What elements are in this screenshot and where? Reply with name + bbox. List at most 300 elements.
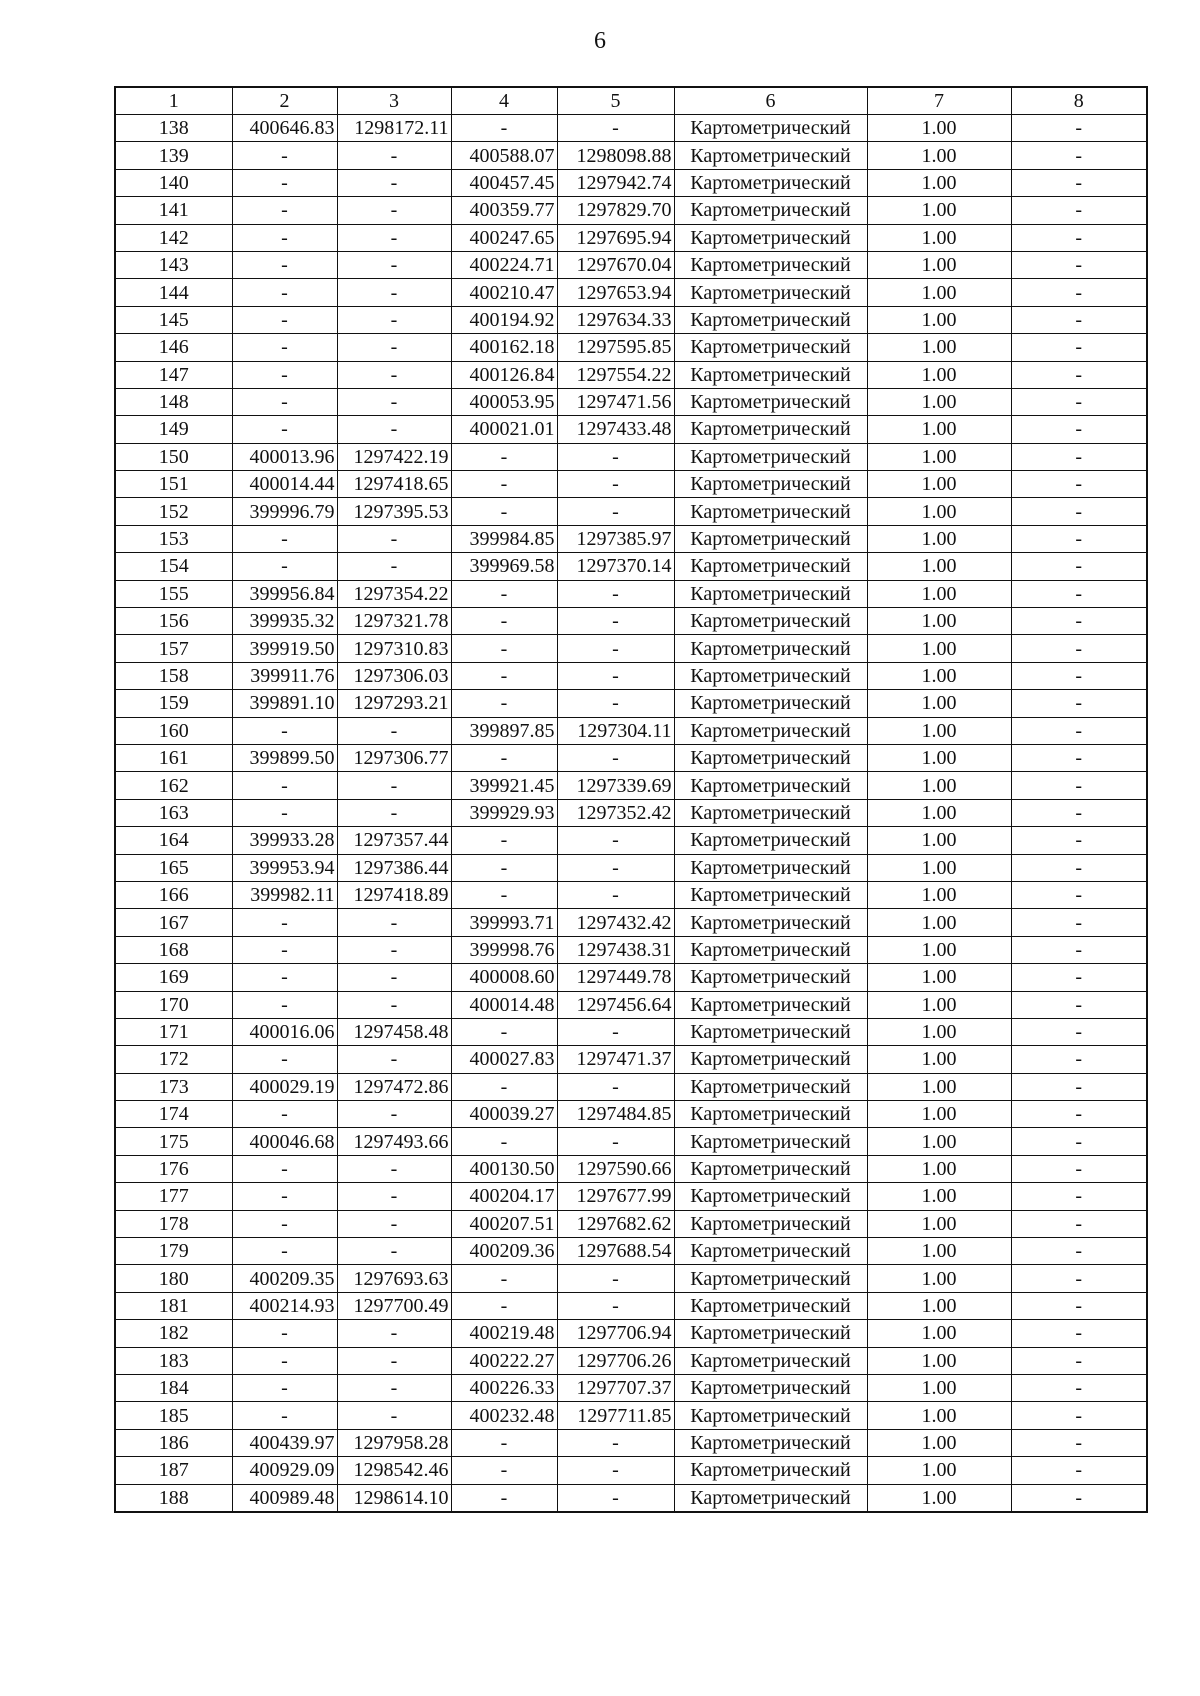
table-row (115, 1046, 1147, 1073)
point-number-cell: 155 (115, 580, 232, 607)
accuracy-cell: 1.00 (867, 1238, 1011, 1265)
y-coordinate-alt-cell: - (557, 881, 674, 908)
table-row (115, 279, 1147, 306)
accuracy-cell: 1.00 (867, 525, 1011, 552)
method-cell: Картометрический (674, 1402, 867, 1429)
method-cell: Картометрический (674, 964, 867, 991)
note-cell: - (1011, 1238, 1147, 1265)
y-coordinate-alt-cell: 1297449.78 (557, 964, 674, 991)
note-cell: - (1011, 388, 1147, 415)
x-coordinate-cell: - (232, 964, 337, 991)
method-cell: Картометрический (674, 744, 867, 771)
table-row (115, 1073, 1147, 1100)
accuracy-cell: 1.00 (867, 1484, 1011, 1512)
note-cell: - (1011, 251, 1147, 278)
x-coordinate-cell: 399911.76 (232, 662, 337, 689)
y-coordinate-cell: 1298542.46 (337, 1457, 451, 1484)
x-coordinate-alt-cell: - (451, 1292, 557, 1319)
table-row (115, 772, 1147, 799)
x-coordinate-cell: - (232, 279, 337, 306)
table-row (115, 334, 1147, 361)
method-cell: Картометрический (674, 334, 867, 361)
y-coordinate-alt-cell: 1297370.14 (557, 553, 674, 580)
accuracy-cell: 1.00 (867, 279, 1011, 306)
x-coordinate-alt-cell: 400247.65 (451, 224, 557, 251)
y-coordinate-alt-cell: 1297707.37 (557, 1374, 674, 1401)
x-coordinate-cell: 399956.84 (232, 580, 337, 607)
accuracy-cell: 1.00 (867, 1347, 1011, 1374)
point-number-cell: 160 (115, 717, 232, 744)
note-cell: - (1011, 306, 1147, 333)
x-coordinate-cell: 400016.06 (232, 1018, 337, 1045)
x-coordinate-alt-cell: 399993.71 (451, 909, 557, 936)
x-coordinate-alt-cell: 400204.17 (451, 1183, 557, 1210)
table-row (115, 1347, 1147, 1374)
accuracy-cell: 1.00 (867, 936, 1011, 963)
note-cell: - (1011, 744, 1147, 771)
method-cell: Картометрический (674, 553, 867, 580)
note-cell: - (1011, 361, 1147, 388)
table-row (115, 1183, 1147, 1210)
accuracy-cell: 1.00 (867, 115, 1011, 142)
point-number-cell: 152 (115, 498, 232, 525)
y-coordinate-cell: 1298614.10 (337, 1484, 451, 1512)
x-coordinate-cell: - (232, 1320, 337, 1347)
y-coordinate-cell: - (337, 909, 451, 936)
note-cell: - (1011, 1155, 1147, 1182)
y-coordinate-cell: - (337, 772, 451, 799)
method-cell: Картометрический (674, 1374, 867, 1401)
y-coordinate-cell: 1297422.19 (337, 443, 451, 470)
y-coordinate-alt-cell: - (557, 443, 674, 470)
x-coordinate-cell: 400046.68 (232, 1128, 337, 1155)
method-cell: Картометрический (674, 1101, 867, 1128)
x-coordinate-cell: 400646.83 (232, 115, 337, 142)
note-cell: - (1011, 553, 1147, 580)
table-row (115, 662, 1147, 689)
y-coordinate-alt-cell: - (557, 1484, 674, 1512)
column-header: 2 (232, 87, 337, 115)
accuracy-cell: 1.00 (867, 443, 1011, 470)
point-number-cell: 146 (115, 334, 232, 361)
method-cell: Картометрический (674, 279, 867, 306)
accuracy-cell: 1.00 (867, 1429, 1011, 1456)
y-coordinate-cell: 1297357.44 (337, 827, 451, 854)
point-number-cell: 173 (115, 1073, 232, 1100)
accuracy-cell: 1.00 (867, 717, 1011, 744)
y-coordinate-alt-cell: - (557, 662, 674, 689)
x-coordinate-cell: - (232, 197, 337, 224)
x-coordinate-cell: - (232, 1101, 337, 1128)
x-coordinate-alt-cell: - (451, 1265, 557, 1292)
y-coordinate-cell: 1297395.53 (337, 498, 451, 525)
method-cell: Картометрический (674, 1183, 867, 1210)
x-coordinate-alt-cell: 400130.50 (451, 1155, 557, 1182)
note-cell: - (1011, 279, 1147, 306)
note-cell: - (1011, 827, 1147, 854)
y-coordinate-cell: 1297321.78 (337, 608, 451, 635)
note-cell: - (1011, 608, 1147, 635)
x-coordinate-cell: - (232, 1155, 337, 1182)
note-cell: - (1011, 1402, 1147, 1429)
y-coordinate-alt-cell: 1297711.85 (557, 1402, 674, 1429)
column-header: 1 (115, 87, 232, 115)
x-coordinate-cell: - (232, 361, 337, 388)
note-cell: - (1011, 991, 1147, 1018)
point-number-cell: 151 (115, 471, 232, 498)
x-coordinate-cell: - (232, 1210, 337, 1237)
y-coordinate-cell: - (337, 279, 451, 306)
y-coordinate-cell: - (337, 142, 451, 169)
point-number-cell: 148 (115, 388, 232, 415)
point-number-cell: 161 (115, 744, 232, 771)
x-coordinate-cell: 399919.50 (232, 635, 337, 662)
y-coordinate-cell: - (337, 991, 451, 1018)
note-cell: - (1011, 1101, 1147, 1128)
y-coordinate-cell: 1297958.28 (337, 1429, 451, 1456)
accuracy-cell: 1.00 (867, 251, 1011, 278)
table-row (115, 608, 1147, 635)
x-coordinate-cell: - (232, 909, 337, 936)
note-cell: - (1011, 1128, 1147, 1155)
y-coordinate-cell: - (337, 1402, 451, 1429)
table-row (115, 1210, 1147, 1237)
method-cell: Картометрический (674, 1347, 867, 1374)
method-cell: Картометрический (674, 909, 867, 936)
x-coordinate-alt-cell: - (451, 854, 557, 881)
method-cell: Картометрический (674, 1429, 867, 1456)
y-coordinate-cell: - (337, 1101, 451, 1128)
coordinates-table (114, 86, 1148, 1513)
point-number-cell: 167 (115, 909, 232, 936)
x-coordinate-cell: - (232, 388, 337, 415)
x-coordinate-cell: 400929.09 (232, 1457, 337, 1484)
note-cell: - (1011, 443, 1147, 470)
y-coordinate-alt-cell: 1298098.88 (557, 142, 674, 169)
note-cell: - (1011, 881, 1147, 908)
page-number: 6 (594, 28, 606, 54)
method-cell: Картометрический (674, 608, 867, 635)
x-coordinate-alt-cell: - (451, 608, 557, 635)
y-coordinate-alt-cell: 1297352.42 (557, 799, 674, 826)
method-cell: Картометрический (674, 1073, 867, 1100)
y-coordinate-alt-cell: 1297385.97 (557, 525, 674, 552)
table-header-row (115, 87, 1147, 115)
y-coordinate-alt-cell: - (557, 115, 674, 142)
note-cell: - (1011, 580, 1147, 607)
method-cell: Картометрический (674, 1320, 867, 1347)
y-coordinate-alt-cell: 1297595.85 (557, 334, 674, 361)
x-coordinate-cell: 399935.32 (232, 608, 337, 635)
method-cell: Картометрический (674, 498, 867, 525)
x-coordinate-cell: - (232, 224, 337, 251)
note-cell: - (1011, 936, 1147, 963)
x-coordinate-cell: - (232, 991, 337, 1018)
y-coordinate-cell: - (337, 251, 451, 278)
method-cell: Картометрический (674, 635, 867, 662)
x-coordinate-alt-cell: 400226.33 (451, 1374, 557, 1401)
table-row (115, 197, 1147, 224)
x-coordinate-alt-cell: 400194.92 (451, 306, 557, 333)
note-cell: - (1011, 662, 1147, 689)
method-cell: Картометрический (674, 197, 867, 224)
note-cell: - (1011, 1073, 1147, 1100)
table-row (115, 553, 1147, 580)
point-number-cell: 187 (115, 1457, 232, 1484)
point-number-cell: 176 (115, 1155, 232, 1182)
x-coordinate-alt-cell: - (451, 1128, 557, 1155)
note-cell: - (1011, 224, 1147, 251)
point-number-cell: 186 (115, 1429, 232, 1456)
x-coordinate-alt-cell: 400021.01 (451, 416, 557, 443)
method-cell: Картометрический (674, 772, 867, 799)
y-coordinate-alt-cell: - (557, 635, 674, 662)
point-number-cell: 184 (115, 1374, 232, 1401)
point-number-cell: 174 (115, 1101, 232, 1128)
y-coordinate-cell: - (337, 1238, 451, 1265)
point-number-cell: 153 (115, 525, 232, 552)
table-row (115, 498, 1147, 525)
x-coordinate-alt-cell: 400162.18 (451, 334, 557, 361)
note-cell: - (1011, 1018, 1147, 1045)
table-row (115, 881, 1147, 908)
x-coordinate-alt-cell: 400008.60 (451, 964, 557, 991)
method-cell: Картометрический (674, 471, 867, 498)
x-coordinate-alt-cell: - (451, 1073, 557, 1100)
y-coordinate-cell: - (337, 1210, 451, 1237)
table-row (115, 936, 1147, 963)
point-number-cell: 163 (115, 799, 232, 826)
y-coordinate-cell: 1297293.21 (337, 690, 451, 717)
method-cell: Картометрический (674, 1018, 867, 1045)
y-coordinate-alt-cell: 1297339.69 (557, 772, 674, 799)
method-cell: Картометрический (674, 717, 867, 744)
note-cell: - (1011, 1183, 1147, 1210)
table-row (115, 1101, 1147, 1128)
note-cell: - (1011, 115, 1147, 142)
x-coordinate-alt-cell: 399984.85 (451, 525, 557, 552)
point-number-cell: 162 (115, 772, 232, 799)
table-row (115, 115, 1147, 142)
x-coordinate-cell: 400439.97 (232, 1429, 337, 1456)
y-coordinate-alt-cell: - (557, 1429, 674, 1456)
point-number-cell: 180 (115, 1265, 232, 1292)
method-cell: Картометрический (674, 936, 867, 963)
point-number-cell: 188 (115, 1484, 232, 1512)
x-coordinate-alt-cell: 400224.71 (451, 251, 557, 278)
x-coordinate-alt-cell: 400209.36 (451, 1238, 557, 1265)
x-coordinate-cell: - (232, 1347, 337, 1374)
x-coordinate-cell: - (232, 1374, 337, 1401)
x-coordinate-alt-cell: - (451, 635, 557, 662)
column-header: 3 (337, 87, 451, 115)
note-cell: - (1011, 717, 1147, 744)
point-number-cell: 179 (115, 1238, 232, 1265)
point-number-cell: 170 (115, 991, 232, 1018)
x-coordinate-cell: - (232, 525, 337, 552)
y-coordinate-cell: - (337, 334, 451, 361)
y-coordinate-cell: - (337, 1183, 451, 1210)
x-coordinate-alt-cell: 400232.48 (451, 1402, 557, 1429)
y-coordinate-cell: - (337, 361, 451, 388)
x-coordinate-alt-cell: 399969.58 (451, 553, 557, 580)
accuracy-cell: 1.00 (867, 1402, 1011, 1429)
y-coordinate-alt-cell: 1297433.48 (557, 416, 674, 443)
x-coordinate-alt-cell: - (451, 690, 557, 717)
note-cell: - (1011, 690, 1147, 717)
method-cell: Картометрический (674, 443, 867, 470)
x-coordinate-cell: 399996.79 (232, 498, 337, 525)
table-row (115, 443, 1147, 470)
x-coordinate-cell: 400014.44 (232, 471, 337, 498)
note-cell: - (1011, 964, 1147, 991)
point-number-cell: 157 (115, 635, 232, 662)
x-coordinate-cell: - (232, 142, 337, 169)
method-cell: Картометрический (674, 142, 867, 169)
method-cell: Картометрический (674, 169, 867, 196)
point-number-cell: 154 (115, 553, 232, 580)
accuracy-cell: 1.00 (867, 142, 1011, 169)
x-coordinate-cell: 400989.48 (232, 1484, 337, 1512)
point-number-cell: 140 (115, 169, 232, 196)
y-coordinate-alt-cell: 1297829.70 (557, 197, 674, 224)
y-coordinate-alt-cell: - (557, 1073, 674, 1100)
y-coordinate-alt-cell: 1297471.56 (557, 388, 674, 415)
x-coordinate-alt-cell: 400222.27 (451, 1347, 557, 1374)
method-cell: Картометрический (674, 827, 867, 854)
method-cell: Картометрический (674, 881, 867, 908)
x-coordinate-alt-cell: - (451, 662, 557, 689)
table-row (115, 1320, 1147, 1347)
y-coordinate-cell: 1297310.83 (337, 635, 451, 662)
accuracy-cell: 1.00 (867, 388, 1011, 415)
x-coordinate-cell: - (232, 717, 337, 744)
x-coordinate-cell: - (232, 553, 337, 580)
method-cell: Картометрический (674, 1292, 867, 1319)
y-coordinate-alt-cell: 1297942.74 (557, 169, 674, 196)
y-coordinate-cell: 1297418.65 (337, 471, 451, 498)
x-coordinate-cell: - (232, 306, 337, 333)
table-row (115, 635, 1147, 662)
accuracy-cell: 1.00 (867, 1018, 1011, 1045)
y-coordinate-cell: - (337, 553, 451, 580)
x-coordinate-cell: - (232, 1402, 337, 1429)
y-coordinate-cell: - (337, 388, 451, 415)
accuracy-cell: 1.00 (867, 799, 1011, 826)
y-coordinate-alt-cell: - (557, 1128, 674, 1155)
method-cell: Картометрический (674, 799, 867, 826)
accuracy-cell: 1.00 (867, 1128, 1011, 1155)
y-coordinate-cell: 1297418.89 (337, 881, 451, 908)
y-coordinate-cell: - (337, 1046, 451, 1073)
y-coordinate-alt-cell: 1297484.85 (557, 1101, 674, 1128)
table-row (115, 580, 1147, 607)
accuracy-cell: 1.00 (867, 1183, 1011, 1210)
table-row (115, 744, 1147, 771)
y-coordinate-alt-cell: - (557, 1292, 674, 1319)
accuracy-cell: 1.00 (867, 1292, 1011, 1319)
y-coordinate-alt-cell: 1297590.66 (557, 1155, 674, 1182)
x-coordinate-cell: 399982.11 (232, 881, 337, 908)
y-coordinate-alt-cell: - (557, 471, 674, 498)
point-number-cell: 138 (115, 115, 232, 142)
table-row (115, 1374, 1147, 1401)
x-coordinate-cell: - (232, 1183, 337, 1210)
y-coordinate-alt-cell: - (557, 690, 674, 717)
accuracy-cell: 1.00 (867, 361, 1011, 388)
table-row (115, 361, 1147, 388)
x-coordinate-alt-cell: - (451, 881, 557, 908)
y-coordinate-alt-cell: - (557, 1018, 674, 1045)
y-coordinate-alt-cell: 1297682.62 (557, 1210, 674, 1237)
accuracy-cell: 1.00 (867, 909, 1011, 936)
table-row (115, 827, 1147, 854)
y-coordinate-cell: - (337, 1374, 451, 1401)
note-cell: - (1011, 1210, 1147, 1237)
x-coordinate-alt-cell: 400039.27 (451, 1101, 557, 1128)
method-cell: Картометрический (674, 580, 867, 607)
accuracy-cell: 1.00 (867, 1265, 1011, 1292)
accuracy-cell: 1.00 (867, 224, 1011, 251)
point-number-cell: 185 (115, 1402, 232, 1429)
note-cell: - (1011, 1429, 1147, 1456)
table-row (115, 1018, 1147, 1045)
table-row (115, 1292, 1147, 1319)
y-coordinate-alt-cell: - (557, 854, 674, 881)
table-row (115, 224, 1147, 251)
x-coordinate-alt-cell: - (451, 471, 557, 498)
table-row (115, 471, 1147, 498)
method-cell: Картометрический (674, 115, 867, 142)
y-coordinate-cell: 1297700.49 (337, 1292, 451, 1319)
x-coordinate-alt-cell: 400027.83 (451, 1046, 557, 1073)
accuracy-cell: 1.00 (867, 854, 1011, 881)
accuracy-cell: 1.00 (867, 772, 1011, 799)
column-header: 6 (674, 87, 867, 115)
point-number-cell: 168 (115, 936, 232, 963)
table-row (115, 1238, 1147, 1265)
note-cell: - (1011, 799, 1147, 826)
point-number-cell: 150 (115, 443, 232, 470)
y-coordinate-alt-cell: 1297471.37 (557, 1046, 674, 1073)
x-coordinate-cell: 400209.35 (232, 1265, 337, 1292)
y-coordinate-cell: 1297472.86 (337, 1073, 451, 1100)
x-coordinate-alt-cell: 399897.85 (451, 717, 557, 744)
accuracy-cell: 1.00 (867, 1210, 1011, 1237)
x-coordinate-cell: 399933.28 (232, 827, 337, 854)
x-coordinate-alt-cell: - (451, 443, 557, 470)
y-coordinate-cell: 1298172.11 (337, 115, 451, 142)
note-cell: - (1011, 909, 1147, 936)
note-cell: - (1011, 169, 1147, 196)
method-cell: Картометрический (674, 690, 867, 717)
x-coordinate-alt-cell: 400014.48 (451, 991, 557, 1018)
note-cell: - (1011, 1320, 1147, 1347)
x-coordinate-alt-cell: - (451, 744, 557, 771)
table-row (115, 690, 1147, 717)
accuracy-cell: 1.00 (867, 1073, 1011, 1100)
point-number-cell: 177 (115, 1183, 232, 1210)
note-cell: - (1011, 1347, 1147, 1374)
method-cell: Картометрический (674, 1155, 867, 1182)
accuracy-cell: 1.00 (867, 553, 1011, 580)
note-cell: - (1011, 471, 1147, 498)
accuracy-cell: 1.00 (867, 197, 1011, 224)
x-coordinate-cell: 400013.96 (232, 443, 337, 470)
x-coordinate-cell: - (232, 1238, 337, 1265)
note-cell: - (1011, 1292, 1147, 1319)
y-coordinate-cell: - (337, 1347, 451, 1374)
